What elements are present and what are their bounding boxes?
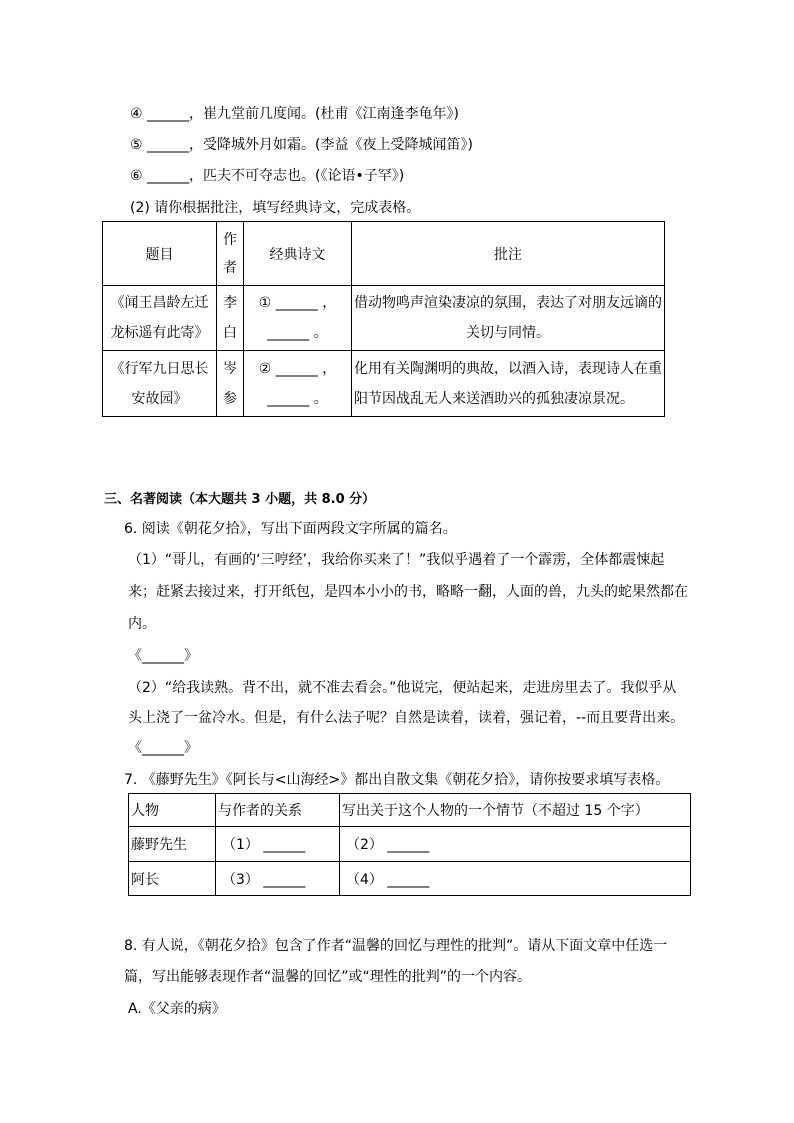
q7-prompt: 7. 《藤野先生》《阿长与<山海经>》都出自散文集《朝花夕拾》，请你按要求填写表格。	[124, 772, 670, 788]
row-poem[interactable]: ① ______ ， ______ 。	[244, 286, 352, 351]
q6-passage1-line: 内。	[128, 616, 156, 632]
q8-line: 篇，写出能够表现作者“温馨的回忆”或“理性的批判”的一个内容。	[124, 969, 532, 985]
row-person: 阿长	[129, 862, 216, 896]
row-relation[interactable]: （1） ______	[216, 827, 340, 862]
header-author: 作者	[217, 222, 244, 286]
fill-item-4: ④ ______，崔九堂前几度闻。(杜甫《江南逢李龟年》)	[130, 106, 459, 122]
row-note: 借动物鸣声渲染凄凉的氛围，表达了对朋友远谪的关切与同情。	[352, 286, 665, 351]
q8-line: 8. 有人说，《朝花夕拾》包含了作者“温馨的回忆与理性的批判”。请从下面文章中任选一	[124, 938, 668, 954]
section-heading: 三、名著阅读（本大题共 3 小题，共 8.0 分）	[104, 492, 376, 507]
q6-passage1-line: （1）“哥儿，有画的‘三哼经’，我给你买来了！”我似乎遇着了一个霹雳，全体都震悚起	[128, 552, 665, 568]
answer-blank[interactable]: ______	[147, 168, 190, 184]
header-note: 批注	[352, 222, 665, 286]
q6-passage2-line: 头上浇了一盆冷水。但是，有什么法子呢？自然是读着，读着，强记着，--而且要背出来。	[128, 710, 685, 726]
q6-prompt: 6. 阅读《朝花夕拾》，写出下面两段文字所属的篇名。	[124, 521, 457, 537]
q6-passage2-line: （2）“给我读熟。背不出，就不准去看会。”他说完，便站起来，走进房里去了。我似乎从	[128, 680, 677, 696]
header-person: 人物	[129, 794, 216, 827]
q6-answer2-blank[interactable]: 《______》	[128, 740, 198, 756]
q8-option-a: A.《父亲的病》	[128, 1001, 226, 1017]
row-note: 化用有关陶渊明的典故，以酒入诗，表现诗人在重阳节因战乱无人来送酒助兴的孤独凄凉景况。	[352, 351, 665, 417]
header-plot: 写出关于这个人物的一个情节（不超过 15 个字）	[340, 794, 691, 827]
row-person: 藤野先生	[129, 827, 216, 862]
poem-table	[102, 221, 665, 417]
answer-blank[interactable]: ______	[147, 137, 190, 153]
table-row	[103, 351, 665, 417]
row-plot[interactable]: （2） ______	[340, 827, 691, 862]
row-title: 《行军九日思长安故园》	[103, 351, 217, 417]
character-table	[128, 793, 691, 896]
q6-passage1-line: 来；赶紧去接过来，打开纸包，是四本小小的书，略略一翻，人面的兽，九头的蛇果然都在	[128, 584, 688, 600]
header-relation: 与作者的关系	[216, 794, 340, 827]
row-plot[interactable]: （4） ______	[340, 862, 691, 896]
table-row	[129, 827, 691, 862]
row-author: 岑参	[217, 351, 244, 417]
row-author: 李白	[217, 286, 244, 351]
answer-blank[interactable]: ______	[147, 106, 190, 122]
fill-item-6: ⑥ ______，匹夫不可夺志也。(《论语•子罕》)	[130, 168, 405, 184]
fill-item-5: ⑤ ______，受降城外月如霜。(李益《夜上受降城闻笛》)	[130, 137, 473, 153]
header-title: 题目	[103, 222, 217, 286]
row-relation[interactable]: （3） ______	[216, 862, 340, 896]
table-row	[129, 862, 691, 896]
header-poem: 经典诗文	[244, 222, 352, 286]
table-row	[103, 286, 665, 351]
row-title: 《闻王昌龄左迁龙标遥有此寄》	[103, 286, 217, 351]
q6-answer1-blank[interactable]: 《______》	[128, 648, 198, 664]
part2-instruction: (2) 请你根据批注，填写经典诗文，完成表格。	[130, 200, 421, 216]
row-poem[interactable]: ② ______ ， ______ 。	[244, 351, 352, 417]
